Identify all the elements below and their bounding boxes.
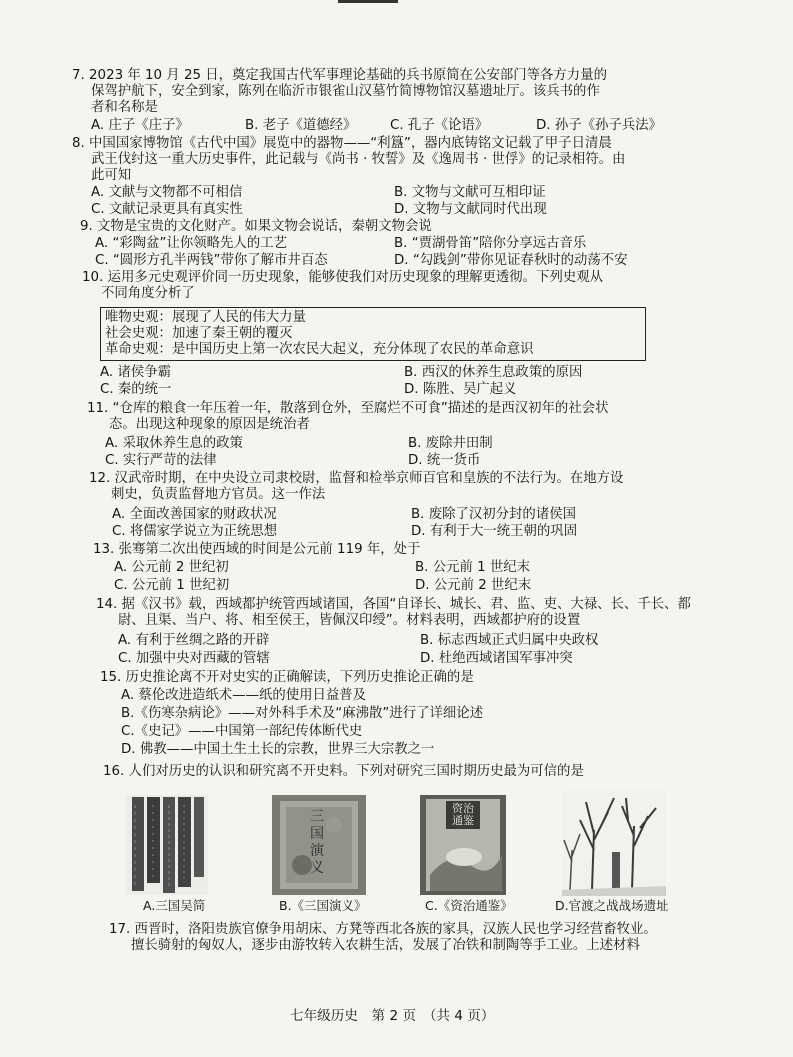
question-8-line: 此可知 [91, 168, 132, 183]
question-15 [100, 670, 474, 686]
question-10-line: 不同角度分析了 [101, 286, 195, 301]
scan-mark [338, 0, 398, 3]
caption-c: C.《资治通鉴》 [425, 898, 513, 913]
bamboo-slips-image[interactable] [126, 795, 208, 895]
q11-option-a[interactable]: A. 采取休养生息的政策 [105, 436, 243, 451]
q10-option-d[interactable]: D. 陈胜、吴广起义 [404, 382, 517, 397]
q12-option-b[interactable]: B. 废除了汉初分封的诸侯国 [411, 507, 576, 522]
zizhi-tongjian-image[interactable] [420, 795, 506, 895]
question-14-line: 14. 据《汉书》载，西域都护统管西域诸国，各国“自译长、城长、君、监、吏、大禄、长、千长、都 [96, 597, 691, 612]
book-b-title: 三国演义 [310, 809, 324, 876]
question-11-line: 态。出现这种现象的原因是统治者 [109, 417, 310, 432]
q14-option-b[interactable]: B. 标志西域正式归属中央政权 [420, 633, 599, 648]
question-10-line: 10. 运用多元史观评价同一历史现象，能够使我们对历史现象的理解更透彻。下列史观从 [82, 270, 604, 285]
revolutionary-view: 革命史观：是中国历史上第一次农民大起义，充分体现了农民的革命意识 [105, 342, 534, 357]
bamboo-slips-illustration [126, 795, 208, 895]
q13-option-d[interactable]: D. 公元前 2 世纪末 [415, 578, 532, 593]
question-13-line: 13. 张骞第二次出使西域的时间是公元前 119 年，处于 [93, 542, 421, 557]
q10-option-c[interactable]: C. 秦的统一 [100, 382, 172, 397]
q8-option-d[interactable]: D. 文物与文献同时代出现 [394, 202, 547, 217]
q13-option-a[interactable]: A. 公元前 2 世纪初 [114, 560, 229, 575]
q14-option-a[interactable]: A. 有利于丝绸之路的开辟 [118, 633, 270, 648]
question-9 [80, 219, 432, 235]
social-view: 社会史观：加速了秦王朝的覆灭 [105, 326, 293, 341]
q11-option-d[interactable]: D. 统一货币 [408, 453, 481, 468]
q15-option-b[interactable]: B.《伤寒杂病论》——对外科手术及“麻沸散”进行了详细论述 [121, 706, 484, 721]
guandu-site-image[interactable] [562, 790, 666, 896]
sanguo-yanyi-image[interactable] [272, 795, 366, 895]
q8-option-a[interactable]: A. 文献与文物都不可相信 [91, 185, 243, 200]
q15-option-d[interactable]: D. 佛教——中国土生土长的宗教，世界三大宗教之一 [121, 742, 435, 757]
q8-option-c[interactable]: C. 文献记录更具有真实性 [91, 202, 243, 217]
book-c-title: 资治通鉴 [452, 802, 474, 827]
question-14 [96, 597, 691, 629]
question-17-line: 擅长骑射的匈奴人，逐步由游牧转入农耕生活，发展了冶铁和制陶等手工业。上述材料 [131, 938, 640, 953]
q15-option-a[interactable]: A. 蔡伦改进造纸术——纸的使用日益普及 [121, 688, 367, 703]
question-13 [93, 542, 420, 558]
caption-a: A.三国吴简 [143, 898, 206, 913]
battlefield-site-illustration [562, 790, 666, 896]
question-16 [103, 764, 584, 780]
question-9-line: 9. 文物是宝贵的文化财产。如果文物会说话，秦朝文物会说 [80, 219, 432, 234]
question-15-line: 15. 历史推论离不开对史实的正确解读，下列历史推论正确的是 [100, 670, 474, 685]
question-8-line: 武王伐纣这一重大历史事件，此记载与《尚书 · 牧誓》及《逸周书 · 世俘》的记录相符。由 [91, 152, 626, 167]
q7-option-a[interactable]: A. 庄子《庄子》 [91, 118, 189, 133]
question-16-line: 16. 人们对历史的认识和研究离不开史料。下列对研究三国时期历史最为可信的是 [103, 764, 584, 779]
q11-option-c[interactable]: C. 实行严苛的法律 [105, 453, 217, 468]
q8-option-b[interactable]: B. 文物与文献可互相印证 [394, 185, 546, 200]
question-17 [109, 922, 657, 954]
q7-option-b[interactable]: B. 老子《道德经》 [245, 118, 357, 133]
caption-b: B.《三国演义》 [279, 898, 367, 913]
page-footer: 七年级历史 第 2 页 （共 4 页） [290, 1008, 495, 1024]
question-12 [89, 471, 623, 503]
question-10 [82, 270, 603, 302]
q13-option-c[interactable]: C. 公元前 1 世纪初 [114, 578, 230, 593]
question-12-line: 12. 汉武帝时期，在中央设立司隶校尉，监督和检举京师百官和皇族的不法行为。在地方设 [89, 471, 624, 486]
q9-option-a[interactable]: A. “彩陶盆”让你领略先人的工艺 [95, 236, 287, 251]
q14-option-d[interactable]: D. 杜绝西域诸国军事冲突 [420, 651, 573, 666]
materialist-view: 唯物史观：展现了人民的伟大力量 [105, 310, 306, 325]
q7-option-c[interactable]: C. 孔子《论语》 [390, 118, 489, 133]
q13-option-b[interactable]: B. 公元前 1 世纪末 [415, 560, 531, 575]
question-12-line: 刺史，负责监督地方官员。这一作法 [111, 487, 326, 502]
q10-option-a[interactable]: A. 诸侯争霸 [100, 365, 171, 380]
question-14-line: 尉、且渠、当户、将、相至侯王，皆佩汉印绶”。材料表明，西域都护府的设置 [118, 613, 581, 628]
q10-option-b[interactable]: B. 西汉的休养生息政策的原因 [404, 365, 583, 380]
q12-option-c[interactable]: C. 将儒家学说立为正统思想 [112, 524, 278, 539]
q9-option-b[interactable]: B. “贾湖骨笛”陪你分享远古音乐 [394, 236, 587, 251]
question-7 [72, 68, 607, 116]
q14-option-c[interactable]: C. 加强中央对西藏的管辖 [118, 651, 270, 666]
question-7-line: 7. 2023 年 10 月 25 日，奠定我国古代军事理论基础的兵书原简在公安部门等各方力量的 [72, 68, 607, 83]
q7-option-d[interactable]: D. 孙子《孙子兵法》 [536, 118, 662, 133]
question-11-line: 11. “仓库的粮食一年压着一年，散落到仓外，至腐烂不可食”描述的是西汉初年的社会状 [87, 401, 609, 416]
question-17-line: 17. 西晋时，洛阳贵族官僚争用胡床、方凳等西北各族的家具，汉族人民也学习经营畜牧业。 [109, 922, 657, 937]
q15-option-c[interactable]: C.《史记》——中国第一部纪传体断代史 [121, 724, 363, 739]
question-8 [72, 136, 625, 184]
q12-option-d[interactable]: D. 有利于大一统王朝的巩固 [411, 524, 578, 539]
question-11 [87, 401, 609, 433]
question-7-line: 者和名称是 [91, 100, 158, 115]
question-8-line: 8. 中国国家博物馆《古代中国》展览中的器物——“利簋”，器内底铸铭文记载了甲子日清晨 [72, 136, 612, 151]
question-7-line: 保驾护航下，安全到家，陈列在临沂市银雀山汉墓竹简博物馆汉墓遗址厅。该兵书的作 [91, 84, 600, 99]
q12-option-a[interactable]: A. 全面改善国家的财政状况 [112, 507, 277, 522]
caption-d: D.官渡之战战场遗址 [555, 898, 669, 913]
q11-option-b[interactable]: B. 废除井田制 [408, 436, 493, 451]
q9-option-d[interactable]: D. “勾践剑”带你见证春秋时的动荡不安 [394, 253, 628, 268]
q9-option-c[interactable]: C. “圆形方孔半两钱”带你了解市井百态 [95, 253, 328, 268]
historical-views-box [100, 307, 646, 361]
